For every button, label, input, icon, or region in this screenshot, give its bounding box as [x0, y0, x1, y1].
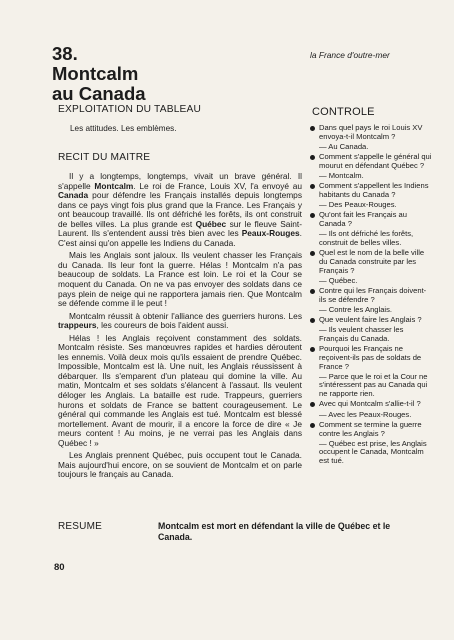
controle-answer: — Ils ont défriché les forêts, construit de belles villes. — [319, 229, 414, 247]
recit-paragraph: Il y a longtemps, longtemps, vivait un brave général. Il s'appelle Montcalm. Le roi de France, Louis XV, l'a envoyé au Canada pour défendre les Français installés depuis longtemps dans ce pays vingt fois plus grand que la France. Les Français y ont beaucoup travaillé. Ils ont défriché les forêts, ils ont construit de belles villes. La plus grande est Québec sur le fleuve Saint-Laurent. Ils s'entendent aussi très bien avec les Peaux-Rouges. C'est ainsi qu'on appelle les Indiens du Canada. — [58, 171, 303, 248]
controle-question: Que veulent faire les Anglais ? — [310, 316, 432, 325]
exploitation-heading: EXPLOITATION DU TABLEAU — [58, 104, 202, 115]
controle-answer: — Québec. — [319, 275, 358, 285]
page-number: 80 — [54, 562, 65, 573]
controle-question: Pourquoi les Français ne reçoivent-ils pas de soldats de France ? — [310, 345, 432, 371]
series-label: la France d'outre-mer — [310, 50, 390, 60]
recit-emphasis: Canada — [58, 190, 89, 201]
exploitation-text: Les attitudes. Les emblèmes. — [70, 124, 177, 133]
resume-heading: RESUME — [58, 521, 102, 532]
recit-paragraph: Mais les Anglais sont jaloux. Ils veulent chasser les Français du Canada. Ils leur font la guerre. Hélas ! Montcalm n'a pas beaucoup de soldats. La France est loin. Le roi et la Cour se moquent du Canada. On ne va pas envoyer des soldats dans ce pays plein de neige qui ne rapportera jamais rien. Que Montcalm se défende comme il le peut ! — [58, 250, 302, 309]
lesson-title — [52, 44, 162, 104]
recit-paragraph: Hélas ! les Anglais reçoivent constamment des soldats. Montcalm résiste. Ses manœuvres rapides et hardies déroutent les ennemis. Voilà deux mois qu'ils essaient de prendre Québec. Impossible, Montcalm est là. Une nuit, les Anglais réussissent à débarquer. Ils s'emparent d'un plateau qui domine la ville. Au matin, Montcalm et ses soldats s'élancent à l'assaut. Ils veulent déloger les Anglais. La bataille est rude. Trappeurs, guerriers hurons et soldats de France se battent courageusement. Le général qui commande les Anglais est tué. Montcalm est blessé mortellement. Avant de mourir, il a encore la force de dire « Je meurs content ! Au moins, je ne verrai pas les Anglais dans Québec ! » — [58, 332, 302, 448]
controle-question: Quel est le nom de la belle ville du Canada construite par les Français ? — [310, 249, 432, 275]
controle-question: Qu'ont fait les Français au Canada ? — [310, 211, 432, 228]
recit-body — [58, 172, 302, 483]
controle-question: Comment se termine la guerre contre les Anglais ? — [310, 421, 432, 438]
controle-answer: — Au Canada. — [319, 141, 369, 151]
recit-emphasis: trappeurs — [58, 320, 97, 331]
controle-answer: — Contre les Anglais. — [319, 304, 393, 314]
controle-answer: — Avec les Peaux-Rouges. — [319, 409, 412, 419]
recit-emphasis: Montcalm — [94, 180, 134, 191]
controle-question: Contre qui les Français doivent-ils se défendre ? — [310, 287, 432, 304]
recit-heading: RECIT DU MAITRE — [58, 152, 151, 163]
recit-emphasis: Québec — [195, 218, 227, 229]
recit-emphasis: Peaux-Rouges — [241, 228, 300, 239]
controle-list — [310, 124, 432, 467]
lesson-title-text: 38. Montcalm au Canada — [52, 43, 146, 104]
controle-question: Comment s'appellent les Indiens habitants du Canada ? — [310, 182, 432, 199]
controle-answer: — Ils veulent chasser les Français du Canada. — [319, 325, 404, 343]
resume-text: Montcalm est mort en défendant la ville de Québec et le Canada. — [158, 521, 391, 542]
controle-answer: — Montcalm. — [319, 171, 364, 181]
controle-answer: — Des Peaux-Rouges. — [319, 200, 397, 210]
controle-answer: — Parce que le roi et la Cour ne s'intéressent pas au Canada qui ne rapporte rien. — [319, 371, 428, 399]
controle-question: Dans quel pays le roi Louis XV envoya-t-il Montcalm ? — [310, 124, 432, 141]
controle-heading: CONTROLE — [312, 106, 375, 118]
controle-question: Avec qui Montcalm s'allie-t-il ? — [310, 400, 432, 409]
recit-paragraph: Montcalm réussit à obtenir l'alliance des guerriers hurons. Les trappeurs, les coureurs de bois l'aident aussi. — [58, 310, 302, 331]
controle-question: Comment s'appelle le général qui mourut en défendant Québec ? — [310, 153, 432, 170]
recit-paragraph: Les Anglais prennent Québec, puis occupent tout le Canada. Mais aujourd'hui encore, on se souvient de Montcalm et on parle toujours le français au Canada. — [58, 450, 302, 480]
controle-answer: — Québec est prise, les Anglais occupent le Canada, Montcalm est tué. — [319, 438, 427, 466]
